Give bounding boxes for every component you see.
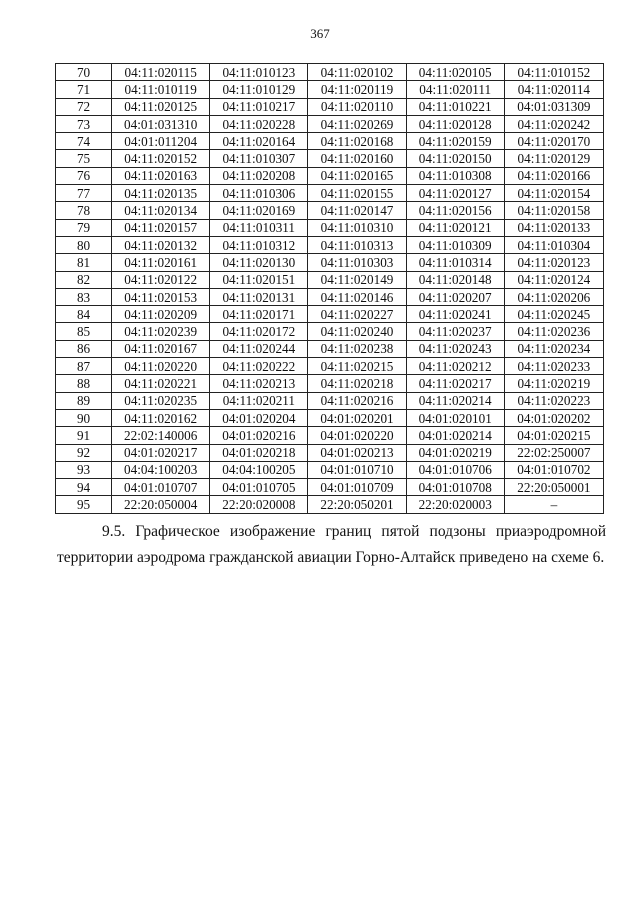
cadastral-number-cell: 22:02:140006 [112, 427, 210, 444]
cadastral-number-cell: 04:11:020223 [504, 392, 603, 409]
table-row [56, 461, 604, 478]
cadastral-number-cell: 04:11:020149 [308, 271, 406, 288]
table-row [56, 81, 604, 98]
table-row [56, 340, 604, 357]
cadastral-number-cell: 04:11:020153 [112, 288, 210, 305]
cadastral-number-cell: 04:11:020132 [112, 236, 210, 253]
cadastral-number-cell: 04:11:010306 [210, 185, 308, 202]
cadastral-number-cell: 22:20:050004 [112, 496, 210, 513]
table-row [56, 98, 604, 115]
table-row [56, 185, 604, 202]
row-number-cell: 74 [56, 133, 112, 150]
cadastral-number-cell: 04:11:020131 [210, 288, 308, 305]
cadastral-number-cell: 04:04:100203 [112, 461, 210, 478]
cadastral-number-cell: 04:11:020170 [504, 133, 603, 150]
cadastral-number-cell: 04:01:010710 [308, 461, 406, 478]
page-number: 367 [310, 26, 330, 41]
table-row [56, 479, 604, 496]
cadastral-number-cell: 22:20:050001 [504, 479, 603, 496]
cadastral-number-cell: 04:11:020134 [112, 202, 210, 219]
cadastral-number-cell: 04:11:010217 [210, 98, 308, 115]
cadastral-number-cell: 04:01:020204 [210, 409, 308, 426]
cadastral-number-cell: 04:11:020127 [406, 185, 504, 202]
cadastral-number-cell: 04:11:020105 [406, 64, 504, 81]
cadastral-number-cell: 04:01:020201 [308, 409, 406, 426]
cadastral-number-cell: 04:11:020242 [504, 115, 603, 132]
row-number-cell: 86 [56, 340, 112, 357]
cadastral-number-cell: 04:11:020227 [308, 306, 406, 323]
table-row [56, 64, 604, 81]
cadastral-number-cell: 04:11:020241 [406, 306, 504, 323]
cadastral-number-cell: 04:11:010313 [308, 236, 406, 253]
cadastral-number-cell: 04:01:020214 [406, 427, 504, 444]
cadastral-number-cell: 04:11:020110 [308, 98, 406, 115]
cadastral-number-cell: 04:11:020233 [504, 358, 603, 375]
row-number-cell: 83 [56, 288, 112, 305]
cadastral-number-cell: 04:11:020165 [308, 167, 406, 184]
cadastral-number-cell: 04:11:020114 [504, 81, 603, 98]
cadastral-number-cell: 04:01:010706 [406, 461, 504, 478]
cadastral-number-cell: 04:11:020236 [504, 323, 603, 340]
cadastral-number-cell: 04:11:020245 [504, 306, 603, 323]
cadastral-number-cell: 04:11:020171 [210, 306, 308, 323]
cadastral-number-cell: 04:11:020243 [406, 340, 504, 357]
cadastral-number-cell: 04:11:020161 [112, 254, 210, 271]
cadastral-number-cell: 04:01:020202 [504, 409, 603, 426]
cadastral-number-cell: 04:01:020219 [406, 444, 504, 461]
table-row [56, 375, 604, 392]
cadastral-number-cell: 04:01:011204 [112, 133, 210, 150]
cadastral-number-cell: 04:11:010311 [210, 219, 308, 236]
table-row [56, 288, 604, 305]
cadastral-number-cell: 04:11:020124 [504, 271, 603, 288]
cadastral-number-cell: 04:11:020217 [406, 375, 504, 392]
cadastral-number-cell: 04:11:020169 [210, 202, 308, 219]
row-number-cell: 88 [56, 375, 112, 392]
cadastral-number-cell: 04:11:020152 [112, 150, 210, 167]
cadastral-table [55, 63, 604, 514]
cadastral-number-cell: 04:11:020155 [308, 185, 406, 202]
cadastral-number-cell: 04:11:020135 [112, 185, 210, 202]
row-number-cell: 91 [56, 427, 112, 444]
row-number-cell: 93 [56, 461, 112, 478]
cadastral-number-cell: 04:11:020148 [406, 271, 504, 288]
cadastral-number-cell: 04:11:020146 [308, 288, 406, 305]
cadastral-number-cell: 04:11:010308 [406, 167, 504, 184]
cadastral-number-cell: 04:11:010123 [210, 64, 308, 81]
cadastral-number-cell: 04:11:020129 [504, 150, 603, 167]
cadastral-number-cell: 22:20:050201 [308, 496, 406, 513]
cadastral-number-cell: 04:11:020151 [210, 271, 308, 288]
cadastral-number-cell: 04:11:020158 [504, 202, 603, 219]
cadastral-number-cell: 04:11:020220 [112, 358, 210, 375]
row-number-cell: 76 [56, 167, 112, 184]
cadastral-number-cell: 04:11:020160 [308, 150, 406, 167]
row-number-cell: 92 [56, 444, 112, 461]
cadastral-number-cell: 04:11:020125 [112, 98, 210, 115]
cadastral-number-cell: 04:11:020234 [504, 340, 603, 357]
cadastral-number-cell: 04:11:020238 [308, 340, 406, 357]
cadastral-number-cell: 04:01:020215 [504, 427, 603, 444]
cadastral-number-cell: 04:11:020154 [504, 185, 603, 202]
table-row [56, 271, 604, 288]
cadastral-number-cell: 04:01:020213 [308, 444, 406, 461]
cadastral-number-cell: 04:11:020122 [112, 271, 210, 288]
table-row [56, 115, 604, 132]
table-row [56, 202, 604, 219]
table-row [56, 444, 604, 461]
table-row [56, 254, 604, 271]
cadastral-number-cell: 22:20:020003 [406, 496, 504, 513]
cadastral-number-cell: 04:11:010129 [210, 81, 308, 98]
cadastral-number-cell: 04:11:020147 [308, 202, 406, 219]
row-number-cell: 82 [56, 271, 112, 288]
cadastral-number-cell: 04:01:020218 [210, 444, 308, 461]
cadastral-number-cell: 04:11:020214 [406, 392, 504, 409]
cadastral-number-cell: 04:11:020235 [112, 392, 210, 409]
cadastral-number-cell: 04:11:020119 [308, 81, 406, 98]
table-row [56, 496, 604, 513]
row-number-cell: 84 [56, 306, 112, 323]
table-row [56, 427, 604, 444]
cadastral-number-cell: 04:01:020217 [112, 444, 210, 461]
row-number-cell: 72 [56, 98, 112, 115]
table-row [56, 323, 604, 340]
cadastral-number-cell: 04:11:010312 [210, 236, 308, 253]
cadastral-number-cell: 04:11:020215 [308, 358, 406, 375]
cadastral-number-cell: 04:11:020219 [504, 375, 603, 392]
cadastral-number-cell: 04:11:020130 [210, 254, 308, 271]
cadastral-number-cell: 04:11:020172 [210, 323, 308, 340]
table-row [56, 358, 604, 375]
cadastral-number-cell: 04:11:010152 [504, 64, 603, 81]
cadastral-number-cell: 04:01:031309 [504, 98, 603, 115]
cadastral-number-cell: 04:11:020115 [112, 64, 210, 81]
cadastral-number-cell: – [504, 496, 603, 513]
cadastral-number-cell: 04:01:010709 [308, 479, 406, 496]
cadastral-number-cell: 04:11:020133 [504, 219, 603, 236]
cadastral-number-cell: 04:11:020213 [210, 375, 308, 392]
cadastral-number-cell: 04:11:020239 [112, 323, 210, 340]
cadastral-number-cell: 04:11:020121 [406, 219, 504, 236]
row-number-cell: 89 [56, 392, 112, 409]
cadastral-number-cell: 04:01:020216 [210, 427, 308, 444]
cadastral-number-cell: 04:11:020208 [210, 167, 308, 184]
row-number-cell: 78 [56, 202, 112, 219]
cadastral-number-cell: 04:11:020164 [210, 133, 308, 150]
cadastral-number-cell: 04:11:020240 [308, 323, 406, 340]
row-number-cell: 79 [56, 219, 112, 236]
table-row [56, 219, 604, 236]
cadastral-number-cell: 04:04:100205 [210, 461, 308, 478]
cadastral-number-cell: 04:11:020237 [406, 323, 504, 340]
cadastral-number-cell: 04:01:031310 [112, 115, 210, 132]
cadastral-number-cell: 04:11:020216 [308, 392, 406, 409]
cadastral-number-cell: 04:11:020221 [112, 375, 210, 392]
cadastral-number-cell: 04:11:020222 [210, 358, 308, 375]
table-row [56, 409, 604, 426]
row-number-cell: 77 [56, 185, 112, 202]
table-row [56, 306, 604, 323]
cadastral-number-cell: 04:11:010119 [112, 81, 210, 98]
cadastral-number-cell: 04:11:010307 [210, 150, 308, 167]
row-number-cell: 75 [56, 150, 112, 167]
cadastral-number-cell: 04:11:020167 [112, 340, 210, 357]
row-number-cell: 70 [56, 64, 112, 81]
cadastral-number-cell: 04:11:010221 [406, 98, 504, 115]
cadastral-number-cell: 22:20:020008 [210, 496, 308, 513]
cadastral-number-cell: 04:11:010309 [406, 236, 504, 253]
cadastral-number-cell: 04:01:010708 [406, 479, 504, 496]
cadastral-number-cell: 04:11:010310 [308, 219, 406, 236]
row-number-cell: 87 [56, 358, 112, 375]
cadastral-number-cell: 04:11:010314 [406, 254, 504, 271]
row-number-cell: 94 [56, 479, 112, 496]
row-number-cell: 80 [56, 236, 112, 253]
cadastral-number-cell: 04:11:020163 [112, 167, 210, 184]
table-row [56, 167, 604, 184]
cadastral-number-cell: 04:11:020209 [112, 306, 210, 323]
cadastral-number-cell: 04:11:020211 [210, 392, 308, 409]
cadastral-number-cell: 04:01:010705 [210, 479, 308, 496]
row-number-cell: 73 [56, 115, 112, 132]
cadastral-number-cell: 04:01:010707 [112, 479, 210, 496]
cadastral-number-cell: 04:11:020150 [406, 150, 504, 167]
table-row [56, 236, 604, 253]
cadastral-number-cell: 04:11:020123 [504, 254, 603, 271]
row-number-cell: 71 [56, 81, 112, 98]
cadastral-number-cell: 04:01:020101 [406, 409, 504, 426]
cadastral-number-cell: 04:11:020102 [308, 64, 406, 81]
cadastral-number-cell: 22:02:250007 [504, 444, 603, 461]
cadastral-number-cell: 04:01:020220 [308, 427, 406, 444]
cadastral-number-cell: 04:11:020159 [406, 133, 504, 150]
cadastral-number-cell: 04:11:020218 [308, 375, 406, 392]
cadastral-number-cell: 04:11:020212 [406, 358, 504, 375]
cadastral-number-cell: 04:01:010702 [504, 461, 603, 478]
table-row [56, 392, 604, 409]
cadastral-number-cell: 04:11:020228 [210, 115, 308, 132]
row-number-cell: 81 [56, 254, 112, 271]
row-number-cell: 95 [56, 496, 112, 513]
cadastral-number-cell: 04:11:020162 [112, 409, 210, 426]
table-body [56, 64, 604, 514]
cadastral-number-cell: 04:11:020207 [406, 288, 504, 305]
cadastral-number-cell: 04:11:020128 [406, 115, 504, 132]
cadastral-number-cell: 04:11:020269 [308, 115, 406, 132]
row-number-cell: 90 [56, 409, 112, 426]
section-paragraph: 9.5. Графическое изображение границ пятой подзоны приаэродромной территории аэродрома гражданской авиации Горно-Алтайск приведено на схеме 6. [57, 523, 606, 566]
table-row [56, 133, 604, 150]
cadastral-number-cell: 04:11:010304 [504, 236, 603, 253]
cadastral-number-cell: 04:11:020156 [406, 202, 504, 219]
table-row [56, 150, 604, 167]
cadastral-number-cell: 04:11:010303 [308, 254, 406, 271]
cadastral-number-cell: 04:11:020111 [406, 81, 504, 98]
cadastral-number-cell: 04:11:020168 [308, 133, 406, 150]
cadastral-number-cell: 04:11:020166 [504, 167, 603, 184]
cadastral-number-cell: 04:11:020206 [504, 288, 603, 305]
row-number-cell: 85 [56, 323, 112, 340]
cadastral-number-cell: 04:11:020244 [210, 340, 308, 357]
cadastral-number-cell: 04:11:020157 [112, 219, 210, 236]
